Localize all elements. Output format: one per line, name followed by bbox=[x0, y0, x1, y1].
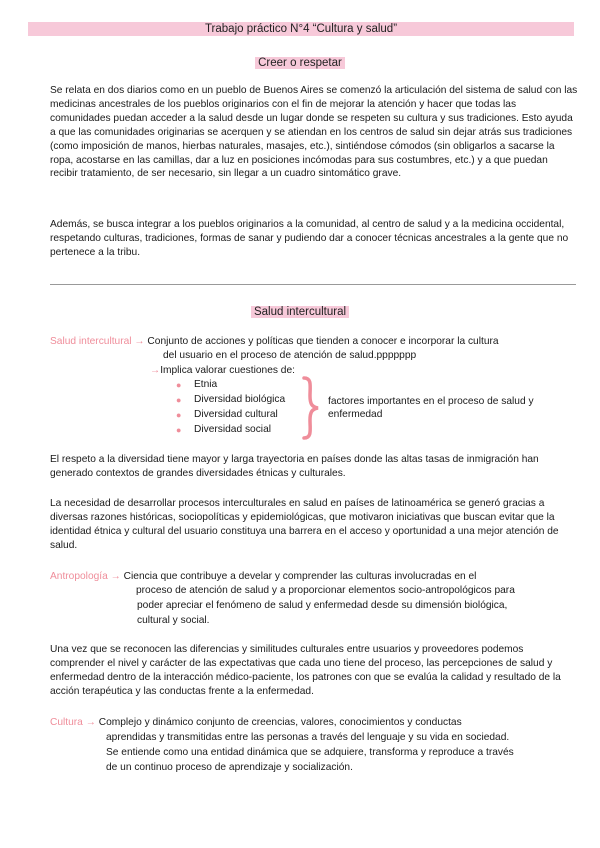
definition-line: Ciencia que contribuye a develar y comprender las culturas involucradas en el bbox=[123, 571, 477, 582]
list-item bbox=[176, 378, 181, 393]
section-heading-salud-intercultural: Salud intercultural bbox=[251, 306, 349, 318]
definition-cultura bbox=[50, 716, 462, 730]
definition-antropologia bbox=[50, 570, 476, 584]
definition-line: aprendidas y transmitidas entre las personas a través del lenguaje y su vida en sociedad. bbox=[106, 732, 510, 743]
bullet-icon: ● bbox=[176, 410, 182, 420]
definition-line: poder apreciar el fenómeno de salud y enfermedad desde su dimensión biológica, bbox=[137, 600, 508, 611]
definition-salud-intercultural bbox=[50, 335, 499, 349]
list-item-text: Diversidad cultural bbox=[194, 409, 278, 420]
paragraph-integracion: Además, se busca integrar a los pueblos originarios a la comunidad, al centro de salud y a la medicina occidental, respetando culturas, tradiciones, formas de sanar y pudiendo dar a conocer técnicas ancestrales a la gente que no pertenece a la tribu. bbox=[50, 219, 569, 258]
factores-line-1: factores importantes en el proceso de salud y bbox=[328, 396, 534, 407]
implica-text: Implica valorar cuestiones de: bbox=[160, 365, 295, 376]
divider bbox=[50, 284, 576, 285]
bullet-icon: ● bbox=[176, 425, 182, 435]
definition-line-1: Conjunto de acciones y políticas que tienden a conocer e incorporar la cultura bbox=[147, 336, 499, 347]
paragraph-necesidad: La necesidad de desarrollar procesos interculturales en salud en países de latinoamérica se generó gracias a diversas razones históricas, sociopolíticas y epidemiológicas, que motivaron iniciativas que buscan evitar que la identidad étnica y cultural del usuario constituya una barrera en el acceso y oportunidad a una mejor atención de salud. bbox=[50, 498, 559, 551]
arrow-icon: → bbox=[85, 717, 96, 728]
definition-line: cultural y social. bbox=[137, 615, 210, 626]
paragraph-diversidad: El respeto a la diversidad tiene mayor y larga trayectoria en países donde las altas tasas de inmigración han generado contextos de grandes diversidades étnicas y culturales. bbox=[50, 454, 539, 479]
page-title: Trabajo práctico N°4 “Cultura y salud” bbox=[28, 22, 574, 36]
list-item-text: Etnia bbox=[194, 379, 218, 390]
section-heading-wrapper bbox=[0, 56, 600, 70]
arrow-icon: → bbox=[110, 571, 121, 582]
list-item bbox=[176, 393, 181, 408]
term-antropologia: Antropología bbox=[50, 571, 108, 582]
paragraph-relato: Se relata en dos diarios como en un pueblo de Buenos Aires se comenzó la articulación del sistema de salud con las medicinas ancestrales de los pueblos originarios con el fin de mejorar la atención y hacer que todas las comunidades puedan acceder a la salud desde un lugar donde se respeten su cultura y sus tradiciones. Esto ayuda a que las comunidades originarias se acerquen y se atiendan en los centros de salud sin dejar atrás sus tradiciones (como imposición de manos, hierbas naturales, masajes, etc.), sintiéndose cómodos (sin obligarlos a sacarse la ropa, acostarse en las camillas, dar a luz en posiciones incómodas para sus costumbres, etc.) y a que puedan recibir tratamiento, de ser necesario, sin llegar a un cuadro sintomático grave. bbox=[50, 85, 578, 180]
curly-brace-icon bbox=[298, 376, 322, 440]
list-item bbox=[176, 423, 181, 438]
paragraph-reconocen: Una vez que se reconocen las diferencias y similitudes culturales entre usuarios y proveedores podemos comprender el nivel y carácter de las expectativas que cada uno tiene del proceso, las percepciones de salud y enfermedad dentro de la interacción médico-paciente, los patrones con que se evalúa la calidad y resultado de la acción terapéutica y las conductas frente a la enfermedad. bbox=[50, 644, 561, 697]
factores-line-2: enfermedad bbox=[328, 409, 383, 420]
definition-line: proceso de atención de salud y a proporcionar elementos socio-antropológicos para bbox=[136, 585, 515, 596]
list-item bbox=[176, 408, 181, 423]
definition-line: de un continuo proceso de aprendizaje y socialización. bbox=[106, 762, 353, 773]
term-salud-intercultural: Salud intercultural bbox=[50, 336, 132, 347]
definition-line: Complejo y dinámico conjunto de creencias, valores, conocimientos y conductas bbox=[98, 717, 462, 728]
list-item-text: Diversidad social bbox=[194, 424, 272, 435]
definition-line-2: del usuario en el proceso de atención de salud.ppppppp bbox=[163, 350, 417, 361]
bullet-icon: ● bbox=[176, 395, 182, 405]
bullet-icon: ● bbox=[176, 380, 182, 390]
list-item-text: Diversidad biológica bbox=[194, 394, 286, 405]
section-heading-creer-o-respetar: Creer o respetar bbox=[255, 57, 345, 69]
term-cultura: Cultura bbox=[50, 717, 83, 728]
definition-line: Se entiende como una entidad dinámica que se adquiere, transforma y reproduce a través bbox=[106, 747, 514, 758]
section-heading-wrapper-2 bbox=[0, 305, 600, 319]
implica-line bbox=[150, 364, 295, 378]
arrow-icon: → bbox=[150, 365, 161, 376]
arrow-icon: → bbox=[134, 336, 145, 347]
